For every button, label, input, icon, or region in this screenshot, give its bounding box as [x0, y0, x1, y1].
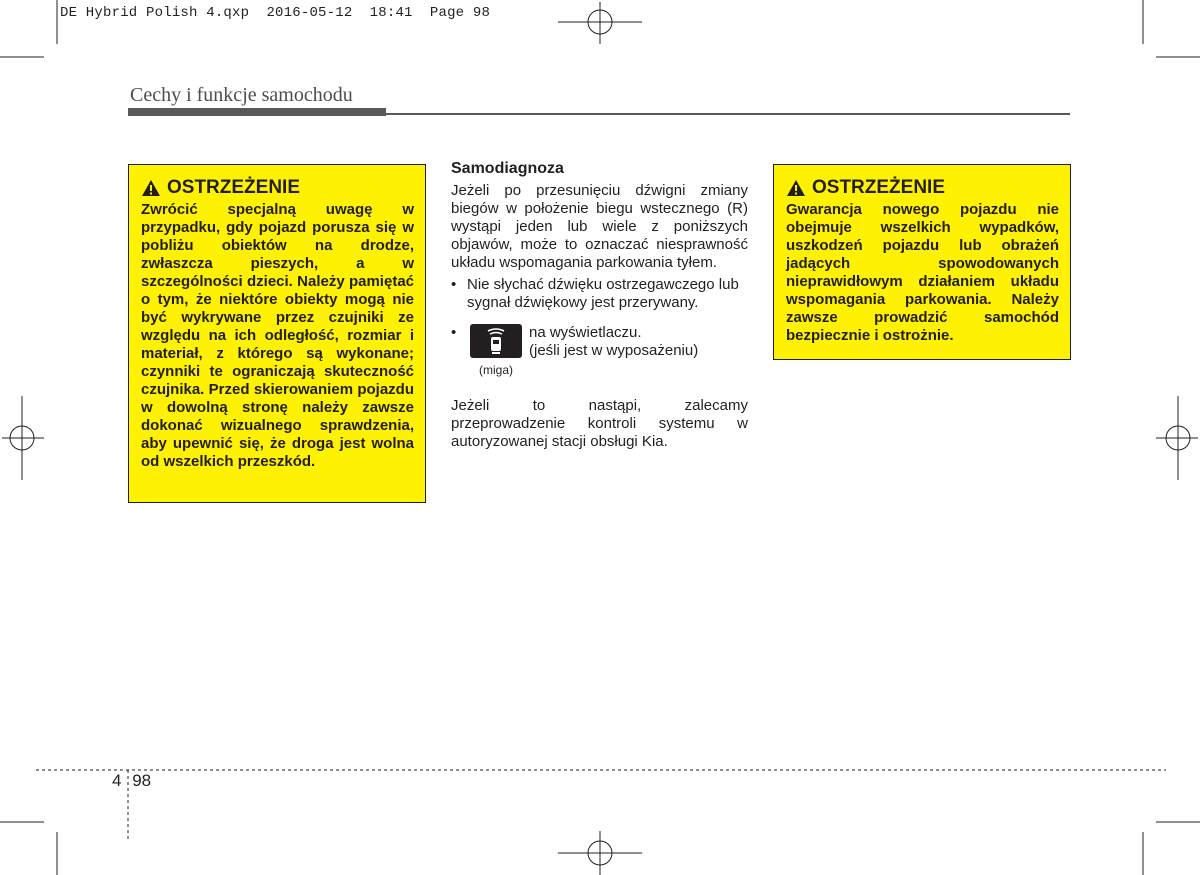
warning-title: OSTRZEŻENIE — [167, 177, 301, 198]
warning-triangle-icon — [786, 179, 806, 197]
warning-text: Zwrócić specjalną uwagę w przypadku, gdy pojazd porusza się w pobliżu obiektów na drodze, zwłaszcza pieszych, a w szczególności dzieci. Należy pamiętać o tym, że niektóre obiekty mogą nie być wykrywane przez czujniki ze względu na ich odległość, rozmiar i materiał, z którego są wykonane; czynniki te ograniczają skuteczność czujnika. Przed skierowaniem pojazdu w dowolną stronę należy zawsze dokonać wizualnego sprawdzenia, aby upewnić się, że droga jest wolna od wszelkich przeszkód. — [141, 201, 414, 470]
warning-header — [786, 177, 1059, 199]
page-number: 98 — [132, 771, 152, 790]
self-diagnosis-intro: Jeżeli po przesunięciu dźwigni zmiany biegów w położenie biegu wstecznego (R) wystąpi jeden lub wiele z poniższych objawów, może to oznaczać niesprawność układu wspomagania parkowania tyłem. — [451, 182, 748, 271]
warning-box-left — [128, 164, 426, 503]
page-footer — [112, 771, 151, 791]
warning-text: Gwarancja nowego pojazdu nie obejmuje wszelkich wypadków, uszkodzeń pojazdu lub obrażeń jadących spowodowanych nieprawidłowym działaniem układu wspomagania parkowania. Należy zawsze prowadzić samochód bezpiecznie i ostrożnie. — [786, 201, 1059, 344]
bullet-text — [529, 324, 698, 360]
warning-triangle-icon — [141, 179, 161, 197]
self-diagnosis-section — [451, 160, 748, 451]
slug-page: Page 98 — [429, 5, 491, 21]
list-item — [451, 276, 748, 312]
bullet-dot: • — [451, 324, 457, 341]
header-rule-thick — [128, 108, 386, 116]
slug-date: 2016-05-12 — [266, 5, 353, 21]
warning-box-right — [773, 164, 1071, 360]
chapter-number: 4 — [112, 771, 122, 790]
bullet2-line1: na wyświetlaczu. — [529, 324, 642, 341]
slug-time: 18:41 — [369, 5, 413, 21]
warning-title: OSTRZEŻENIE — [812, 177, 946, 198]
indicator-caption: (miga) — [478, 363, 513, 377]
bullet-dot: • — [451, 276, 457, 293]
bullet-text: Nie słychać dźwięku ostrzegawczego lub sygnał dźwiękowy jest przerywany. — [467, 276, 739, 311]
indicator-display — [470, 324, 522, 358]
list-item — [451, 324, 748, 379]
parking-indicator — [469, 324, 523, 379]
header-rule-thin — [386, 113, 1070, 115]
slug-filename: DE Hybrid Polish 4.qxp — [60, 5, 250, 21]
parking-sensor-icon — [485, 327, 507, 355]
self-diagnosis-outro: Jeżeli to nastąpi, zalecamy przeprowadzenie kontroli systemu w autoryzowanej stacji obsługi Kia. — [451, 397, 748, 450]
bullet2-line2: (jeśli jest w wyposażeniu) — [529, 342, 699, 359]
warning-header — [141, 177, 414, 199]
self-diagnosis-heading: Samodiagnoza — [451, 160, 564, 177]
section-title: Cechy i funkcje samochodu — [130, 84, 353, 106]
